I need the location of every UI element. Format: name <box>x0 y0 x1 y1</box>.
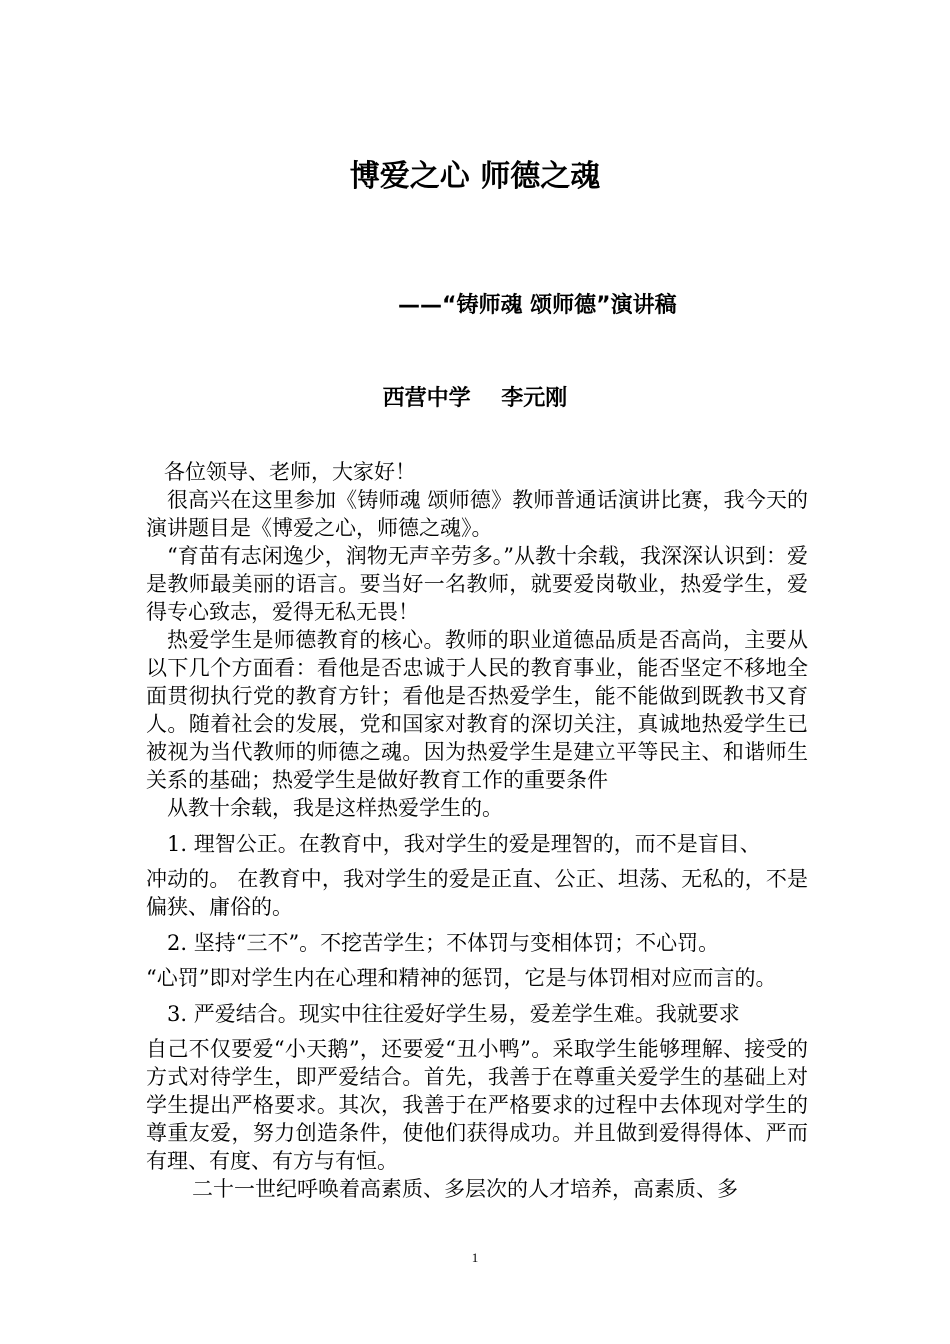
paragraph-greeting: 各位领导、老师，大家好！ <box>164 460 416 484</box>
author-line: 西营中学 李元刚 <box>382 386 568 411</box>
list-item-2: 2. 坚持“三不”。不挖苦学生；不体罚与变相体罚；不心罚。 <box>167 931 720 955</box>
document-subtitle: ——“铸师魂 颂师德”演讲稿 <box>398 293 677 318</box>
document-title: 博爱之心 师德之魂 <box>349 159 601 194</box>
paragraph: “育苗有志闲逸少，润物无声辛劳多。”从教十余载，我深深认识到：爱是教师最美丽的语言。要当好一名教师，就要爱岗敬业，热爱学生，爱得专心致志，爱得无私无畏！ <box>146 544 808 624</box>
paragraph: 二十一世纪呼唤着高素质、多层次的人才培养，高素质、多 <box>192 1177 738 1201</box>
paragraph: 很高兴在这里参加《铸师魂 颂师德》教师普通话演讲比赛，我今天的演讲题目是《博爱之心，师德之魂》。 <box>146 488 808 540</box>
list-item-3-continued: 自己不仅要爱“小天鹅”，还要爱“丑小鸭”。采取学生能够理解、接受的方式对待学生，即严爱结合。首先，我善于在尊重关爱学生的基础上对学生提出严格要求。其次，我善于在严格要求的过程中去体现对学生的尊重友爱，努力创造条件，使他们获得成功。并且做到爱得得体、严而有理、有度、有方与有恒。 <box>146 1037 808 1173</box>
list-item-1-continued: 冲动的。 在教育中，我对学生的爱是正直、公正、坦荡、无私的，不是偏狭、庸俗的。 <box>146 867 808 919</box>
page-number: 1 <box>471 1250 479 1265</box>
paragraph: 热爱学生是师德教育的核心。教师的职业道德品质是否高尚，主要从以下几个方面看：看他是否忠诚于人民的教育事业，能否坚定不移地全面贯彻执行党的教育方针；看他是否热爱学生，能不能做到既教书又育人。随着社会的发展，党和国家对教育的深切关注，真诚地热爱学生已被视为当代教师的师德之魂。因为热爱学生是建立平等民主、和谐师生关系的基础；热爱学生是做好教育工作的重要条件 <box>146 628 808 792</box>
document-body <box>146 458 808 1203</box>
paragraph: 从教十余载，我是这样热爱学生的。 <box>167 796 503 820</box>
list-item-1: 1. 理智公正。在教育中，我对学生的爱是理智的，而不是盲目、 <box>167 832 761 856</box>
list-item-3: 3. 严爱结合。现实中往往爱好学生易，爱差学生难。我就要求 <box>167 1002 740 1026</box>
list-item-2-continued: “心罚”即对学生内在心理和精神的惩罚，它是与体罚相对应而言的。 <box>146 966 777 990</box>
